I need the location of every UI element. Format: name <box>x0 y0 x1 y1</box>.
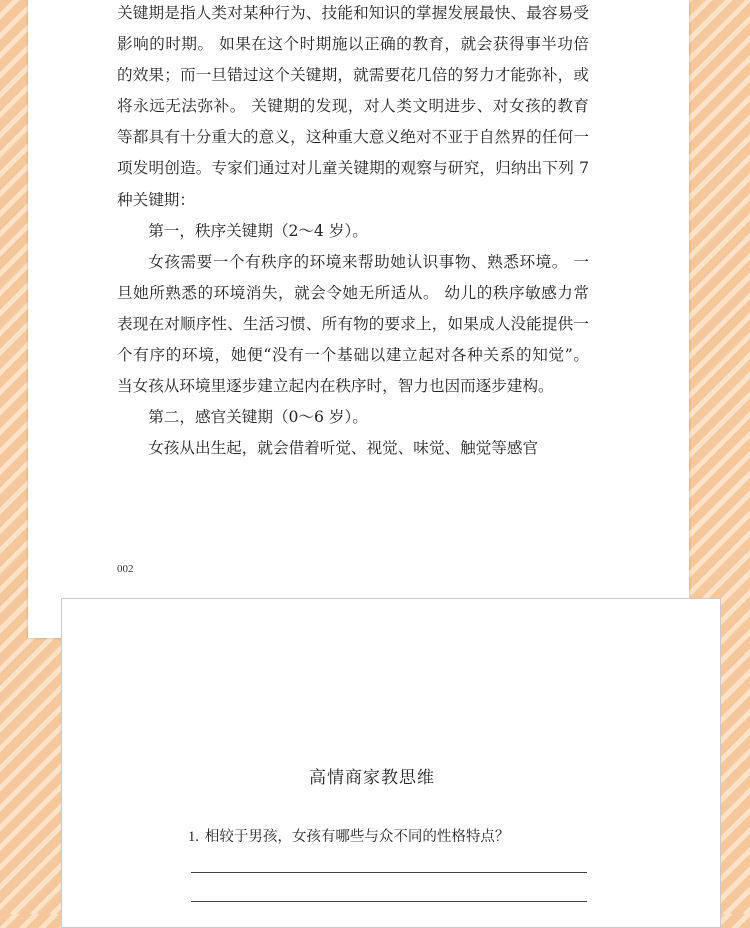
book-page-front <box>61 598 721 928</box>
paragraph-sensory-period-heading: 第二，感官关键期（0～6 岁）。 <box>148 408 368 427</box>
question-item <box>188 825 509 846</box>
page-number: 002 <box>117 563 134 575</box>
answer-line <box>191 872 587 873</box>
page-body-text <box>117 0 589 464</box>
answer-line <box>191 901 587 902</box>
question-text: 相较于男孩，女孩有哪些与众不同的性格特点？ <box>204 829 510 845</box>
paragraph-order-period-heading: 第一，秩序关键期（2～4 岁）。 <box>148 221 368 240</box>
question-number: 1. <box>188 829 199 845</box>
paragraph-sensory-period-body: 女孩从出生起，就会借着听觉、视觉、味觉、触觉等感官 <box>148 439 539 458</box>
paragraph-order-period-body: 女孩需要一个有秩序的环境来帮助她认识事物、熟悉环境。 一旦她所熟悉的环境消失，就会令她无所适从。 幼儿的秩序敏感力常表现在对顺序性、生活习惯、所有物的要求上，如果成人没能提供一个有序的环境，她便“没有一个基础以建立起对各种关系的知觉”。 当女孩从环境里逐步建立起内在秩序时，智力也因而逐步建构。 <box>117 252 589 396</box>
page-title: 高情商家教思维 <box>309 768 435 788</box>
paragraph-critical-period-intro: 关键期是指人类对某种行为、技能和知识的掌握发展最快、最容易受影响的时期。 如果在这个时期施以正确的教育，就会获得事半功倍的效果；而一旦错过这个关键期，就需要花几倍的努力才能弥补，或将永远无法弥补。 关键期的发现，对人类文明进步、对女孩的教育等都具有十分重大的意义，这种重大意义绝对不亚于自然界的任何一项发明创造。专家们通过对儿童关键期的观察与研究，归纳出下列 7 种关键期： <box>117 4 589 209</box>
